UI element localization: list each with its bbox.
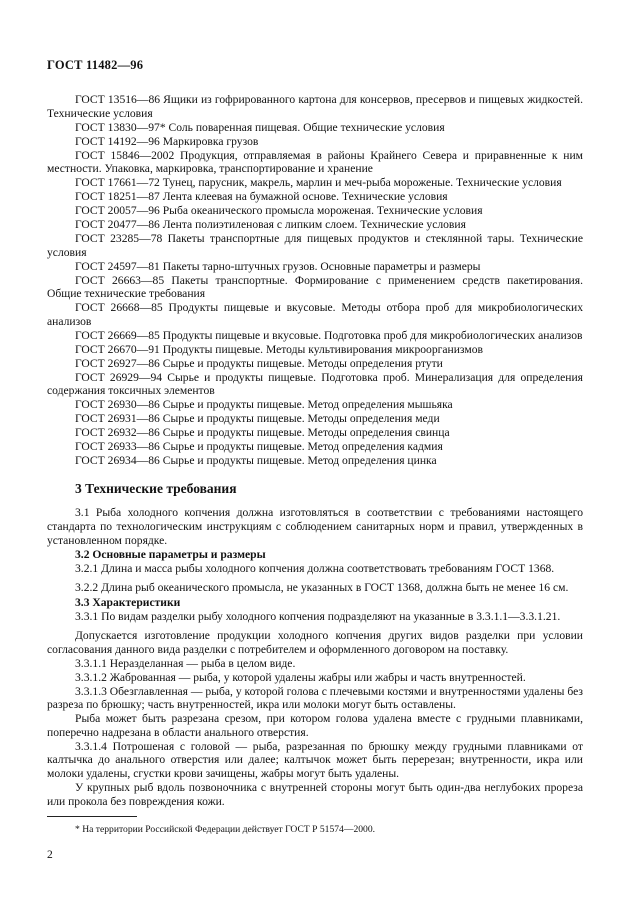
reference-item: ГОСТ 23285—78 Пакеты транспортные для пищевых продуктов и стеклянной тары. Технические условия [47, 232, 583, 259]
paragraph-3-1: 3.1 Рыба холодного копчения должна изготовляться в соответствии с требованиями настоящего стандарта по технологическим инструкциям с соблюдением санитарных норм и правил, утвержденных в установленном порядке. [47, 506, 583, 547]
reference-item: ГОСТ 13830—97* Соль поваренная пищевая. Общие технические условия [75, 120, 445, 134]
paragraph-3-2-2: 3.2.2 Длина рыб океанического промысла, не указанных в ГОСТ 1368, должна быть не менее 16 см. [75, 581, 569, 595]
reference-item: ГОСТ 26930—86 Сырье и продукты пищевые. Метод определения мышьяка [75, 398, 453, 412]
reference-item: ГОСТ 26933—86 Сырье и продукты пищевые. Метод определения кадмия [75, 440, 443, 454]
reference-item: ГОСТ 26931—86 Сырье и продукты пищевые. Методы определения меди [75, 412, 440, 426]
reference-item: ГОСТ 20477—86 Лента полиэтиленовая с липким слоем. Технические условия [75, 218, 466, 232]
paragraph-cut: Рыба может быть разрезана срезом, при котором голова удалена вместе с грудными плавниками, поперечно надрезана в области анального отверстия. [47, 712, 583, 739]
paragraph-large-fish: У крупных рыб вдоль позвоночника с внутренней стороны могут быть один-два неглубоких прореза или прокола без повреждения кожи. [47, 781, 583, 808]
reference-item: ГОСТ 26668—85 Продукты пищевые и вкусовые. Методы отбора проб для микробиологических анализов [47, 301, 583, 328]
reference-item: ГОСТ 26934—86 Сырье и продукты пищевые. Метод определения цинка [75, 454, 437, 468]
references-list [47, 93, 583, 468]
paragraph-allowance: Допускается изготовление продукции холодного копчения других видов разделки при условии согласования данного вида разделки с потребителем и оформленного договором на поставку. [47, 629, 583, 656]
reference-item: ГОСТ 13516—86 Ящики из гофрированного картона для консервов, пресервов и пищевых жидкостей. Технические условия [47, 93, 583, 120]
section-title: 3 Технические требования [75, 480, 237, 496]
reference-item: ГОСТ 26932—86 Сырье и продукты пищевые. Методы определения свинца [75, 426, 450, 440]
reference-item: ГОСТ 17661—72 Тунец, парусник, макрель, марлин и меч-рыба мороженые. Технические условия [75, 176, 562, 190]
paragraph-3-3-1-2: 3.3.1.2 Жаброванная — рыба, у которой удалены жабры или жабры и часть внутренностей. [75, 670, 526, 684]
reference-item: ГОСТ 26663—85 Пакеты транспортные. Формирование с применением средств пакетирования. Общие технические требования [47, 273, 583, 301]
footnote-divider [47, 816, 137, 817]
document-header: ГОСТ 11482—96 [47, 58, 144, 72]
paragraph-3-3-1: 3.3.1 По видам разделки рыбу холодного копчения подразделяют на указанные в 3.3.1.1—3.3.1.21. [75, 609, 561, 623]
paragraph-3-3-1-4: 3.3.1.4 Потрошеная с головой — рыба, разрезанная по брюшку между грудными плавниками от калтычка до анального отверстия или далее; калтычок может быть перерезан; внутренности, икра или молоки удалены, сгустки крови зачищены, жабры могут быть удалены. [47, 739, 583, 781]
reference-item: ГОСТ 26669—85 Продукты пищевые и вкусовые. Подготовка проб для микробиологических анализов [75, 328, 583, 342]
paragraph-3-3-1-1: 3.3.1.1 Неразделанная — рыба в целом виде. [75, 656, 296, 670]
paragraph-3-3-1-3: 3.3.1.3 Обезглавленная — рыба, у которой голова с плечевыми костями и внутренностями удалены без разреза по брюшку; часть внутренностей, икра или молоки могут быть оставлены. [47, 684, 583, 712]
footnote: * На территории Российской Федерации действует ГОСТ Р 51574—2000. [75, 824, 376, 835]
subsection-heading-3-2: 3.2 Основные параметры и размеры [75, 548, 266, 562]
page-number: 2 [47, 849, 53, 861]
reference-item: ГОСТ 26929—94 Сырье и продукты пищевые. Подготовка проб. Минерализация для определения содержания токсичных элементов [47, 370, 583, 398]
reference-item: ГОСТ 24597—81 Пакеты тарно-штучных грузов. Основные параметры и размеры [75, 259, 481, 273]
reference-item: ГОСТ 18251—87 Лента клеевая на бумажной основе. Технические условия [75, 190, 448, 204]
document-body [47, 93, 583, 809]
reference-item: ГОСТ 26927—86 Сырье и продукты пищевые. Методы определения ртути [75, 356, 443, 370]
reference-item: ГОСТ 26670—91 Продукты пищевые. Методы культивирования микроорганизмов [75, 342, 483, 356]
subsection-heading-3-3: 3.3 Характеристики [75, 596, 181, 609]
reference-item: ГОСТ 14192—96 Маркировка грузов [75, 134, 259, 148]
paragraph-3-2-1: 3.2.1 Длина и масса рыбы холодного копчения должна соответствовать требованиям ГОСТ 1368. [75, 561, 555, 575]
reference-item: ГОСТ 20057—96 Рыба океанического промысла мороженая. Технические условия [75, 204, 483, 218]
reference-item: ГОСТ 15846—2002 Продукция, отправляемая в районы Крайнего Севера и приравненные к ним местности. Упаковка, маркировка, транспортирование и хранение [47, 148, 583, 176]
